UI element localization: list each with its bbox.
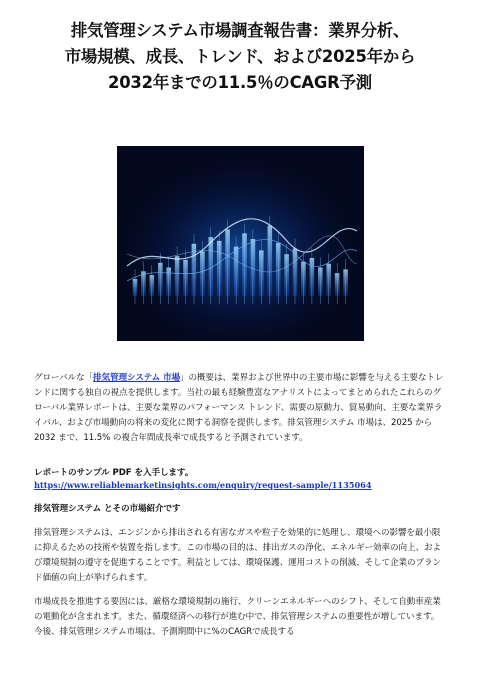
document-title xyxy=(30,18,450,96)
overview-paragraph: 排気管理システムは、エンジンから排出される有害なガスや粒子を効果的に処理し、環境への影響を最小限に抑えるための技術や装置を指します。この市場の目的は、排出ガスの浄化、エネルギー効率の向上、および環境規制の遵守を促進することです。利益としては、環境保護、運用コストの削減、そして企業のブランド価値の向上が挙げられます。 xyxy=(34,528,442,583)
market-link[interactable]: 排気管理システム 市場 xyxy=(93,373,181,383)
sample-label: レポートのサンプル PDF を入手します。 xyxy=(34,468,194,478)
intro-suffix: 」の概要は、業界および世界中の主要市場に影響を与える主要なトレンドに関する独自の視点を提供します。当社の最も経験豊富なアナリストによってまとめられたこれらのグローバル業界レポートは、主要な業界のパフォーマンス トレンド、需要の原動力、貿易動向、主要な業界ライバル、および市場動向の将来の変化に関する洞察を提供します。排気管理システム 市場は、2025 から 2032 まで、11.5% の複合年間成長率で成長すると予測されています。 xyxy=(34,373,444,443)
hero-image xyxy=(117,146,364,341)
growth-paragraph: 市場成長を推進する要因には、厳格な環境規制の施行、クリーンエネルギーへのシフト、そして自動車産業の電動化が含まれます。また、循環経済への移行が進む中で、排気管理システムの重要性が増しています。今後、排気管理システム市場は、予測期間中に%のCAGRで成長する xyxy=(34,597,441,637)
chart-graphic xyxy=(117,146,364,341)
title-line-2: 市場規模、成長、トレンド、および2025年から xyxy=(64,47,416,66)
title-line-3: 2032年までの11.5％のCAGR予測 xyxy=(108,73,372,92)
intro-prefix: グローバルな「 xyxy=(34,373,94,383)
intro-paragraph xyxy=(34,371,446,446)
hero-glow xyxy=(117,146,364,341)
sample-request-link[interactable]: https://www.reliablemarketinsights.com/enquiry/request-sample/1135064 xyxy=(34,480,372,490)
section-heading: 排気管理システム とその市場紹介です xyxy=(34,504,181,514)
title-line-1: 排気管理システム市場調査報告書：業界分析、 xyxy=(70,21,410,40)
